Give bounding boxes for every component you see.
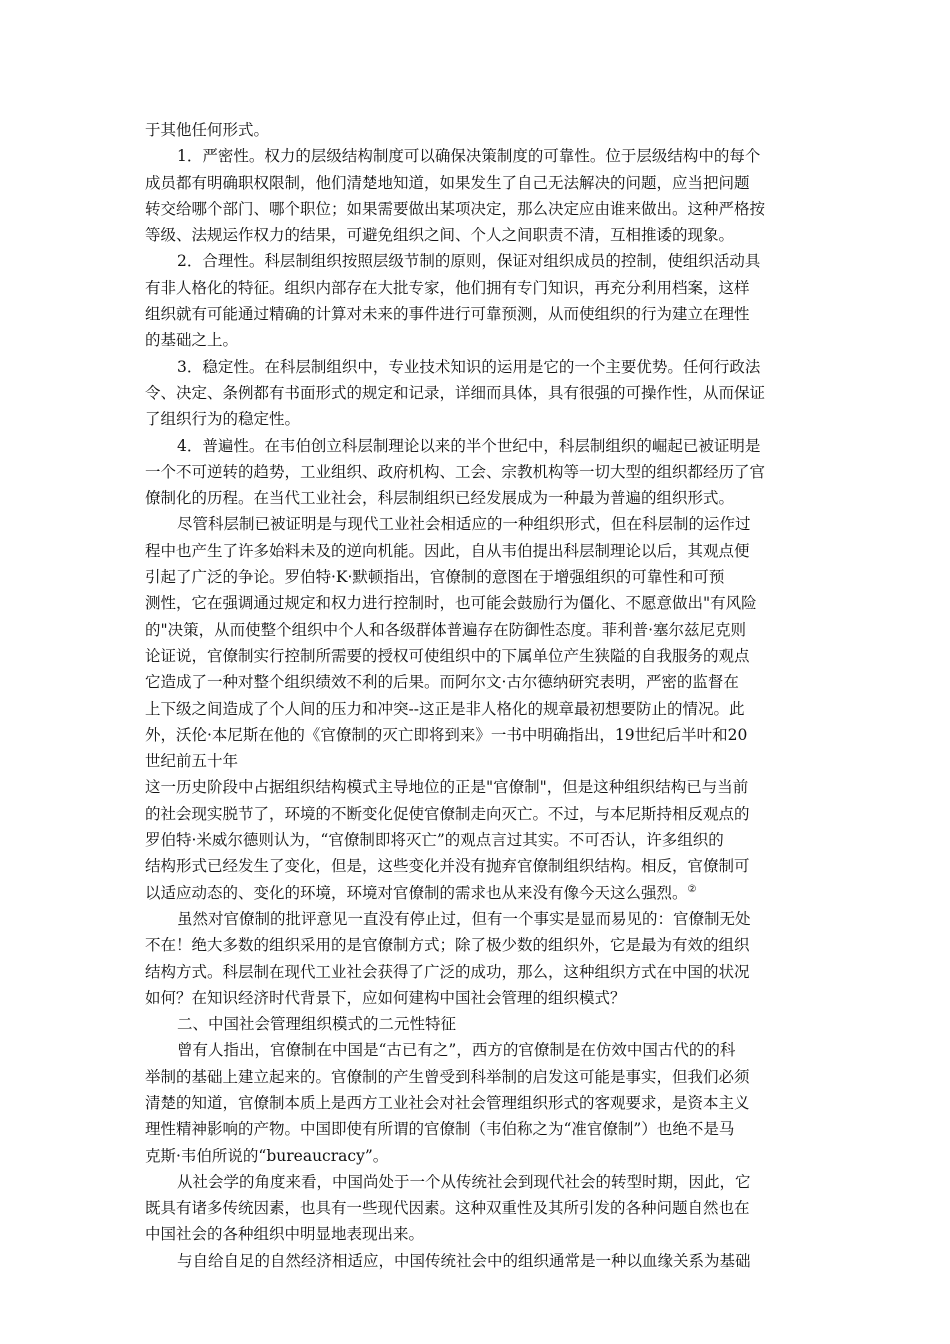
text-line xyxy=(145,170,810,196)
text-line xyxy=(145,248,810,274)
text-line xyxy=(145,827,810,853)
line-text: 等级、法规运作权力的结果，可避免组织之间、个人之间职责不清，互相推诿的现象。 xyxy=(145,226,735,245)
line-text: 这一历史阶段中占据组织结构模式主导地位的正是"官僚制"，但是这种组织结构已与当前 xyxy=(145,778,749,797)
line-text: 二、中国社会管理组织模式的二元性特征 xyxy=(177,1015,457,1034)
line-text: 的社会现实脱节了，环境的不断变化促使官僚制走向灭亡。不过，与本尼斯持相反观点的 xyxy=(145,804,750,823)
line-text: 3．稳定性。在科层制组织中，专业技术知识的运用是它的一个主要优势。任何行政法 xyxy=(177,357,761,376)
line-text: 尽管科层制已被证明是与现代工业社会相适应的一种组织形式，但在科层制的运作过 xyxy=(177,515,751,534)
text-line xyxy=(145,880,810,906)
text-line xyxy=(145,617,810,643)
text-line xyxy=(145,143,810,169)
line-text: 有非人格化的特征。组织内部存在大批专家，他们拥有专门知识，再充分利用档案，这样 xyxy=(145,278,750,297)
text-line xyxy=(145,1248,810,1274)
line-text: 一个不可逆转的趋势，工业组织、政府机构、工会、宗教机构等一切大型的组织都经历了官 xyxy=(145,462,766,481)
text-line xyxy=(145,1195,810,1221)
text-line xyxy=(145,1064,810,1090)
line-text: 2．合理性。科层制组织按照层级节制的原则，保证对组织成员的控制，使组织活动具 xyxy=(177,252,761,271)
text-line xyxy=(145,406,810,432)
text-line xyxy=(145,354,810,380)
text-line xyxy=(145,801,810,827)
line-text: 僚制化的历程。在当代工业社会，科层制组织已经发展成为一种最为普遍的组织形式。 xyxy=(145,489,735,508)
text-line xyxy=(145,959,810,985)
line-text: 4．普遍性。在韦伯创立科层制理论以来的半个世纪中，科层制组织的崛起已被证明是 xyxy=(177,436,761,455)
line-text: 与自给自足的自然经济相适应，中国传统社会中的组织通常是一种以血缘关系为基础 xyxy=(177,1251,751,1270)
text-line xyxy=(145,511,810,537)
text-line xyxy=(145,433,810,459)
document-page xyxy=(145,117,810,1274)
text-line xyxy=(145,564,810,590)
line-text: 了组织行为的稳定性。 xyxy=(145,410,301,429)
text-line xyxy=(145,722,810,748)
line-text: 清楚的知道，官僚制本质上是西方工业社会对社会管理组织形式的客观要求，是资本主义 xyxy=(145,1093,750,1112)
text-line xyxy=(145,196,810,222)
text-line xyxy=(145,774,810,800)
line-text: 它造成了一种对整个组织绩效不利的后果。而阿尔文·古尔德纳研究表明，严密的监督在 xyxy=(145,673,739,692)
text-line xyxy=(145,696,810,722)
text-line xyxy=(145,275,810,301)
text-line xyxy=(145,301,810,327)
line-text: 论证说，官僚制实行控制所需要的授权可使组织中的下属单位产生狭隘的自我服务的观点 xyxy=(145,646,750,665)
line-text: 虽然对官僚制的批评意见一直没有停止过，但有一个事实是显而易见的：官僚制无处 xyxy=(177,909,751,928)
line-text: 的"决策，从而使整个组织中个人和各级群体普遍存在防御性态度。菲利普·塞尔兹尼克则 xyxy=(145,620,747,639)
text-line xyxy=(145,643,810,669)
line-text: 的基础之上。 xyxy=(145,331,239,350)
line-text: 1．严密性。权力的层级结构制度可以确保决策制度的可靠性。位于层级结构中的每个 xyxy=(177,147,761,166)
line-text: 结构方式。科层制在现代工业社会获得了广泛的成功，那么，这种组织方式在中国的状况 xyxy=(145,962,750,981)
text-line xyxy=(145,669,810,695)
line-text: 引起了广泛的争论。罗伯特·K·默顿指出，官僚制的意图在于增强组织的可靠性和可预 xyxy=(145,568,725,587)
line-text: 组织就有可能通过精确的计算对未来的事件进行可靠预测，从而使组织的行为建立在理性 xyxy=(145,305,750,324)
text-line xyxy=(145,327,810,353)
text-line xyxy=(145,222,810,248)
text-line xyxy=(145,538,810,564)
text-line xyxy=(145,1011,810,1037)
text-line xyxy=(145,1090,810,1116)
line-text: 测性，它在强调通过规定和权力进行控制时，也可能会鼓励行为僵化、不愿意做出"有风险 xyxy=(145,594,757,613)
line-text: 以适应动态的、变化的环境，环境对官僚制的需求也从来没有像今天这么强烈。 xyxy=(145,883,688,902)
line-text: 曾有人指出，官僚制在中国是“古已有之”，西方的官僚制是在仿效中国古代的的科 xyxy=(177,1041,736,1060)
text-line xyxy=(145,485,810,511)
text-line xyxy=(145,459,810,485)
text-line xyxy=(145,748,810,774)
line-text: 克斯·韦伯所说的“bureaucracy”。 xyxy=(145,1146,389,1165)
text-line xyxy=(145,985,810,1011)
line-text: 程中也产生了许多始料未及的逆向机能。因此，自从韦伯提出科层制理论以后，其观点便 xyxy=(145,541,750,560)
line-text: 理性精神影响的产物。中国即使有所谓的官僚制（韦伯称之为“准官僚制”）也绝不是马 xyxy=(145,1120,735,1139)
text-line xyxy=(145,906,810,932)
line-text: 于其他任何形式。 xyxy=(145,121,270,139)
line-text: 中国社会的各种组织中明显地表现出来。 xyxy=(145,1225,425,1244)
text-line xyxy=(145,932,810,958)
text-line xyxy=(145,380,810,406)
footnote-marker: ② xyxy=(687,883,697,895)
text-line xyxy=(145,1116,810,1142)
text-line xyxy=(145,853,810,879)
text-line xyxy=(145,1143,810,1169)
line-text: 成员都有明确职权限制，他们清楚地知道，如果发生了自己无法解决的问题，应当把问题 xyxy=(145,173,750,192)
line-text: 从社会学的角度来看，中国尚处于一个从传统社会到现代社会的转型时期，因此，它 xyxy=(177,1172,751,1191)
line-text: 如何？在知识经济时代背景下，应如何建构中国社会管理的组织模式？ xyxy=(145,988,626,1007)
line-text: 转交给哪个部门、哪个职位；如果需要做出某项决定，那么决定应由谁来做出。这种严格按 xyxy=(145,199,766,218)
line-text: 不在！绝大多数的组织采用的是官僚制方式；除了极少数的组织外，它是最为有效的组织 xyxy=(145,936,750,955)
text-line xyxy=(145,1169,810,1195)
line-text: 令、决定、条例都有书面形式的规定和记录，详细而具体，具有很强的可操作性，从而保证 xyxy=(145,383,766,402)
text-line xyxy=(145,1037,810,1063)
text-line xyxy=(145,1221,810,1247)
line-text: 世纪前五十年 xyxy=(145,752,239,771)
line-text: 结构形式已经发生了变化，但是，这些变化并没有抛弃官僚制组织结构。相反，官僚制可 xyxy=(145,857,750,876)
line-text: 上下级之间造成了个人间的压力和冲突--这正是非人格化的规章最初想要防止的情况。此 xyxy=(145,699,745,718)
line-text: 举制的基础上建立起来的。官僚制的产生曾受到科举制的启发这可能是事实，但我们必须 xyxy=(145,1067,750,1086)
text-line xyxy=(145,590,810,616)
line-text: 既具有诸多传统因素，也具有一些现代因素。这种双重性及其所引发的各种问题自然也在 xyxy=(145,1199,750,1218)
line-text: 外，沃伦·本尼斯在他的《官僚制的灭亡即将到来》一书中明确指出，19世纪后半叶和20 xyxy=(145,725,748,744)
text-line xyxy=(145,117,810,143)
line-text: 罗伯特·米威尔德则认为，“官僚制即将灭亡”的观点言过其实。不可否认，许多组织的 xyxy=(145,831,724,850)
